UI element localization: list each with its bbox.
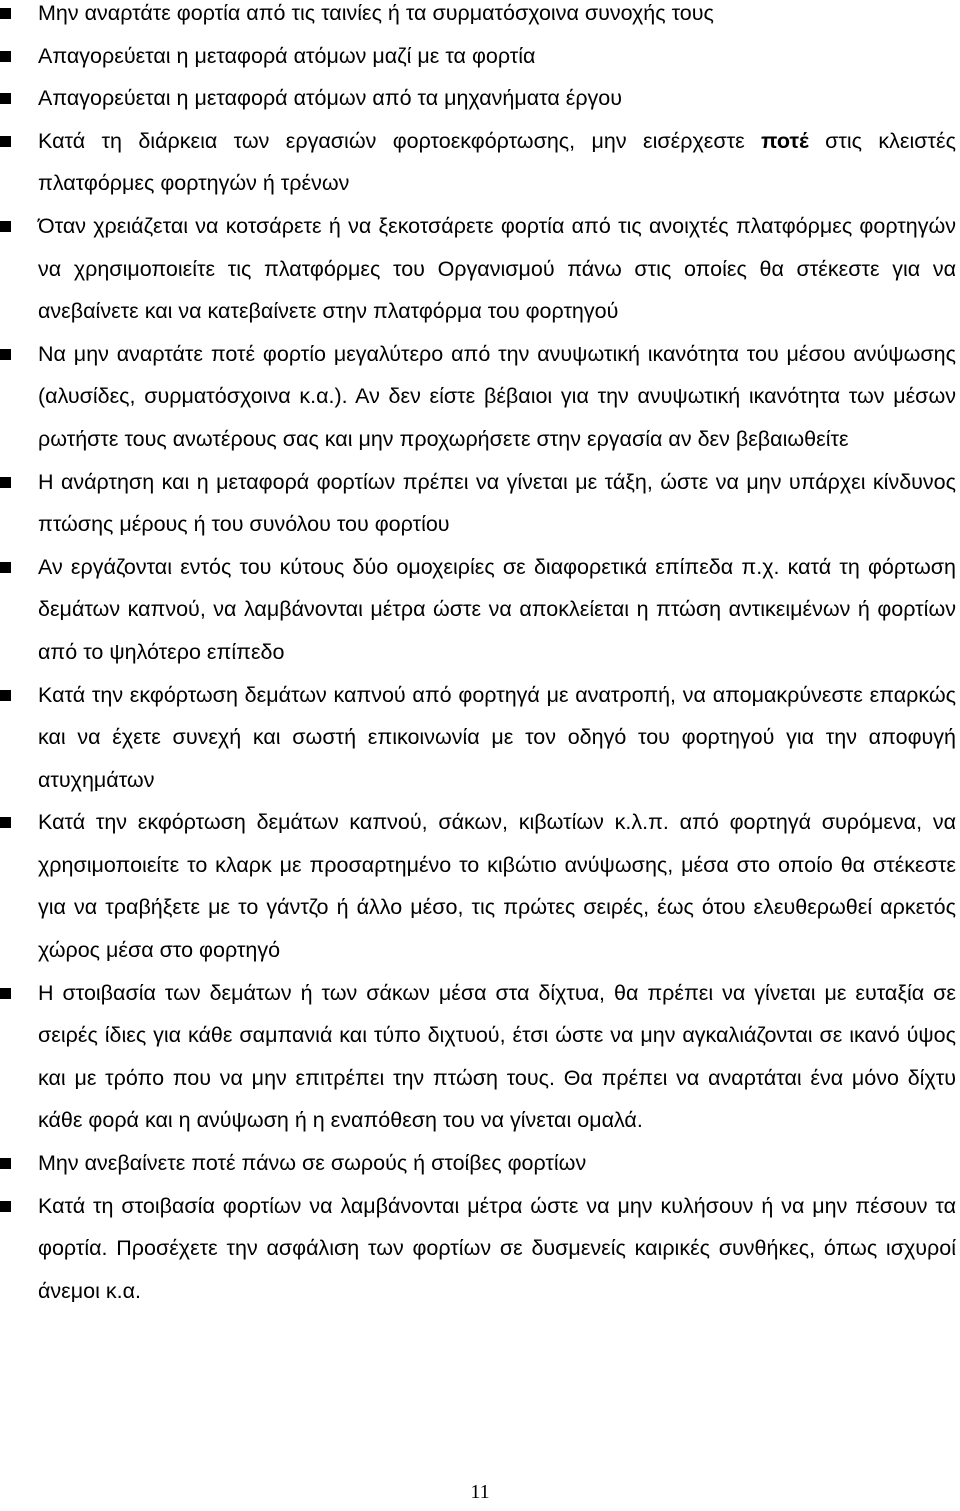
list-item bbox=[0, 205, 956, 333]
list-item bbox=[0, 0, 956, 35]
list-item bbox=[0, 461, 956, 546]
list-item bbox=[0, 77, 956, 120]
list-item-text: Κατά την εκφόρτωση δεμάτων καπνού από φορτηγά με ανατροπή, να απομακρύνεστε επαρκώς και να έχετε συνεχή και σωστή επικοινωνία με τον οδηγό του φορτηγού για την αποφυγή ατυχημάτων bbox=[38, 682, 956, 792]
list-item-text: Αν εργάζονται εντός του κύτους δύο ομοχειρίες σε διαφορετικά επίπεδα π.χ. κατά τη φόρτωση δεμάτων καπνού, να λαμβάνονται μέτρα ώστε να αποκλείεται η πτώση αντικειμένων ή φορτίων από το ψηλότερο επίπεδο bbox=[38, 554, 956, 664]
text-segment: στις κλειστές πλατφόρμες φορτηγών ή τρένων bbox=[38, 128, 956, 196]
square-bullet-icon bbox=[0, 562, 11, 573]
page-number: 11 bbox=[470, 1481, 490, 1503]
list-item bbox=[0, 333, 956, 461]
list-item bbox=[0, 546, 956, 674]
list-item bbox=[0, 972, 956, 1142]
square-bullet-icon bbox=[0, 477, 11, 488]
square-bullet-icon bbox=[0, 1201, 11, 1212]
list-item bbox=[0, 1185, 956, 1313]
list-item-text: Κατά τη στοιβασία φορτίων να λαμβάνονται μέτρα ώστε να μην κυλήσουν ή να μην πέσουν τα φορτία. Προσέχετε την ασφάλιση των φορτίων σε δυσμενείς καιρικές συνθήκες, όπως ισχυροί άνεμοι κ.α. bbox=[38, 1193, 956, 1303]
square-bullet-icon bbox=[0, 221, 11, 232]
square-bullet-icon bbox=[0, 93, 11, 104]
square-bullet-icon bbox=[0, 51, 11, 62]
list-item-text: Η στοιβασία των δεμάτων ή των σάκων μέσα στα δίχτυα, θα πρέπει να γίνεται με ευταξία σε σειρές ίδιες για κάθε σαμπανιά και τύπο διχτυού, έτσι ώστε να μην αγκαλιάζονται σε ικανό ύψος και με τρόπο που να μην επιτρέπει την πτώση τους. Θα πρέπει να αναρτάται ένα μόνο δίχτυ κάθε φορά και η ανύψωση ή η εναπόθεση του να γίνεται ομαλά. bbox=[38, 980, 956, 1133]
square-bullet-icon bbox=[0, 136, 11, 147]
list-item bbox=[0, 801, 956, 971]
list-item-text: Κατά την εκφόρτωση δεμάτων καπνού, σάκων, κιβωτίων κ.λ.π. από φορτηγά συρόμενα, να χρησιμοποιείτε το κλαρκ με προσαρτημένο το κιβώτιο ανύψωσης, μέσα στο οποίο θα στέκεστε για να τραβήξετε με το γάντζο ή άλλο μέσο, τις πρώτες σειρές, έως ότου ελευθερωθεί αρκετός χώρος μέσα στο φορτηγό bbox=[38, 810, 956, 963]
square-bullet-icon bbox=[0, 988, 11, 999]
list-item-text: Απαγορεύεται η μεταφορά ατόμων μαζί με τα φορτία bbox=[38, 43, 536, 68]
square-bullet-icon bbox=[0, 817, 11, 828]
list-item bbox=[0, 35, 956, 78]
square-bullet-icon bbox=[0, 349, 11, 360]
list-item-text: Η ανάρτηση και η μεταφορά φορτίων πρέπει να γίνεται με τάξη, ώστε να μην υπάρχει κίνδυνος πτώσης μέρους ή του συνόλου του φορτίου bbox=[38, 469, 956, 537]
list-item bbox=[0, 674, 956, 802]
square-bullet-icon bbox=[0, 690, 11, 701]
list-item-text bbox=[38, 129, 956, 196]
list-item-text: Μην αναρτάτε φορτία από τις ταινίες ή τα συρματόσχοινα συνοχής τους bbox=[38, 1, 714, 25]
list-item-text: Απαγορεύεται η μεταφορά ατόμων από τα μηχανήματα έργου bbox=[38, 86, 623, 111]
list-item-text: Όταν χρειάζεται να κοτσάρετε ή να ξεκοτσάρετε φορτία από τις ανοιχτές πλατφόρμες φορτηγών να χρησιμοποιείτε τις πλατφόρμες του Οργανισμού πάνω στις οποίες θα στέκεστε για να ανεβαίνετε και να κατεβαίνετε στην πλατφόρμα του φορτηγού bbox=[38, 213, 956, 324]
list-item-text: Να μην αναρτάτε ποτέ φορτίο μεγαλύτερο από την ανυψωτική ικανότητα του μέσου ανύψωσης (αλυσίδες, συρματόσχοινα κ.α.). Αν δεν είστε βέβαιοι για την ανυψωτική ικανότητα των μέσων ρωτήστε τους ανωτέρους σας και μην προχωρήσετε στην εργασία αν δεν βεβαιωθείτε bbox=[38, 341, 956, 451]
emphasis-word: ποτέ bbox=[761, 128, 809, 153]
square-bullet-icon bbox=[0, 8, 11, 19]
list-item bbox=[0, 1142, 956, 1185]
square-bullet-icon bbox=[0, 1158, 11, 1169]
list-item bbox=[0, 120, 956, 205]
text-segment: Κατά τη διάρκεια των εργασιών φορτοεκφόρτωσης, μην εισέρχεστε bbox=[38, 128, 762, 153]
list-item-text: Μην ανεβαίνετε ποτέ πάνω σε σωρούς ή στοίβες φορτίων bbox=[38, 1151, 587, 1176]
